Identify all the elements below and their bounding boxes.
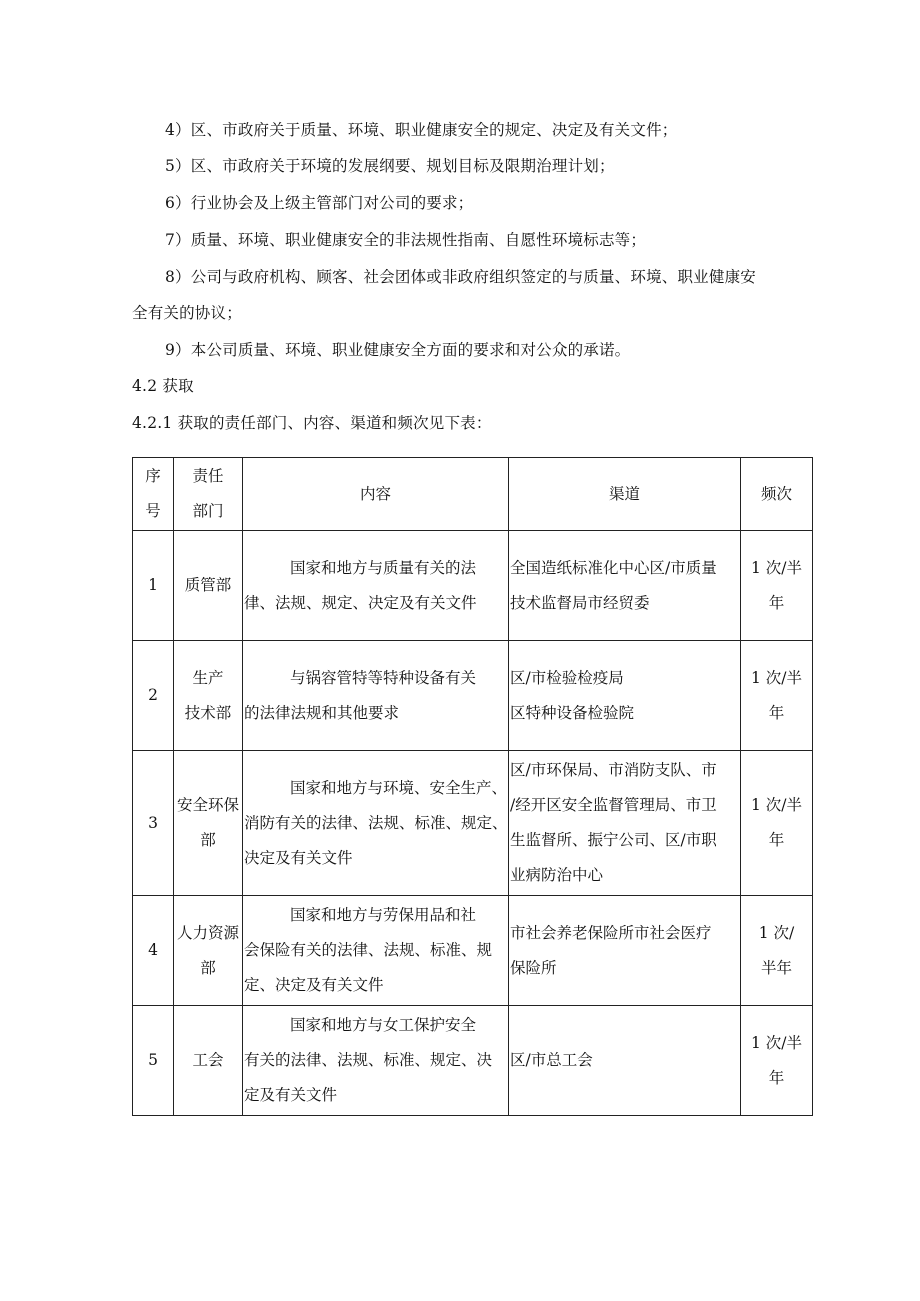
row-no: 5 (133, 1006, 174, 1116)
acquisition-table (132, 457, 813, 1116)
row-channel: 全国造纸标准化中心区/市质量 技术监督局市经贸委 (509, 531, 741, 641)
row-channel: 市社会养老保险所市社会医疗 保险所 (509, 896, 741, 1006)
table-header-row (133, 458, 813, 531)
paragraph-item-5: 5）区、市政府关于环境的发展纲要、规划目标及限期治理计划； (165, 157, 615, 175)
table-row (133, 896, 813, 1006)
paragraph-item-7: 7）质量、环境、职业健康安全的非法规性指南、自愿性环境标志等； (165, 231, 647, 249)
row-dept: 安全环保 部 (174, 751, 243, 896)
row-no: 1 (133, 531, 174, 641)
table-row (133, 1006, 813, 1116)
header-channel: 渠道 (509, 458, 741, 531)
row-frequency: 1 次/ 半年 (741, 896, 813, 1006)
paragraph-item-4: 4）区、市政府关于质量、环境、职业健康安全的规定、决定及有关文件； (165, 121, 678, 139)
row-frequency: 1 次/半 年 (741, 1006, 813, 1116)
row-no: 2 (133, 641, 174, 751)
row-no: 4 (133, 896, 174, 1006)
row-frequency: 1 次/半 年 (741, 641, 813, 751)
section-heading: 4.2 获取 (132, 377, 194, 395)
row-no: 3 (133, 751, 174, 896)
paragraph-item-9: 9）本公司质量、环境、职业健康安全方面的要求和对公众的承诺。 (165, 341, 631, 359)
row-content: 国家和地方与劳保用品和社 会保险有关的法律、法规、标准、规 定、决定及有关文件 (243, 896, 509, 1006)
header-dept: 责任 部门 (174, 458, 243, 531)
header-no: 序 号 (133, 458, 174, 531)
row-content: 国家和地方与质量有关的法 律、法规、规定、决定及有关文件 (243, 531, 509, 641)
table-row (133, 641, 813, 751)
row-channel: 区/市检验检疫局 区特种设备检验院 (509, 641, 741, 751)
row-channel: 区/市环保局、市消防支队、市 /经开区安全监督管理局、市卫 生监督所、振宁公司、区/市职 业病防治中心 (509, 751, 741, 896)
header-content: 内容 (243, 458, 509, 531)
row-content: 国家和地方与环境、安全生产、 消防有关的法律、法规、标准、规定、 决定及有关文件 (243, 751, 509, 896)
row-channel: 区/市总工会 (509, 1006, 741, 1116)
table-row (133, 751, 813, 896)
paragraph-item-8-cont: 全有关的协议； (132, 304, 242, 322)
row-content: 国家和地方与女工保护安全 有关的法律、法规、标准、规定、决 定及有关文件 (243, 1006, 509, 1116)
row-content: 与锅容管特等特种设备有关 的法律法规和其他要求 (243, 641, 509, 751)
paragraph-item-6: 6）行业协会及上级主管部门对公司的要求； (165, 194, 474, 212)
row-dept: 质管部 (174, 531, 243, 641)
header-frequency: 频次 (741, 458, 813, 531)
paragraph-item-8: 8）公司与政府机构、顾客、社会团体或非政府组织签定的与质量、环境、职业健康安 (165, 268, 756, 286)
subsection-text: 4.2.1 获取的责任部门、内容、渠道和频次见下表： (132, 414, 492, 432)
row-dept: 人力资源 部 (174, 896, 243, 1006)
row-frequency: 1 次/半 年 (741, 531, 813, 641)
row-dept: 工会 (174, 1006, 243, 1116)
table-row (133, 531, 813, 641)
row-dept: 生产 技术部 (174, 641, 243, 751)
row-frequency: 1 次/半 年 (741, 751, 813, 896)
